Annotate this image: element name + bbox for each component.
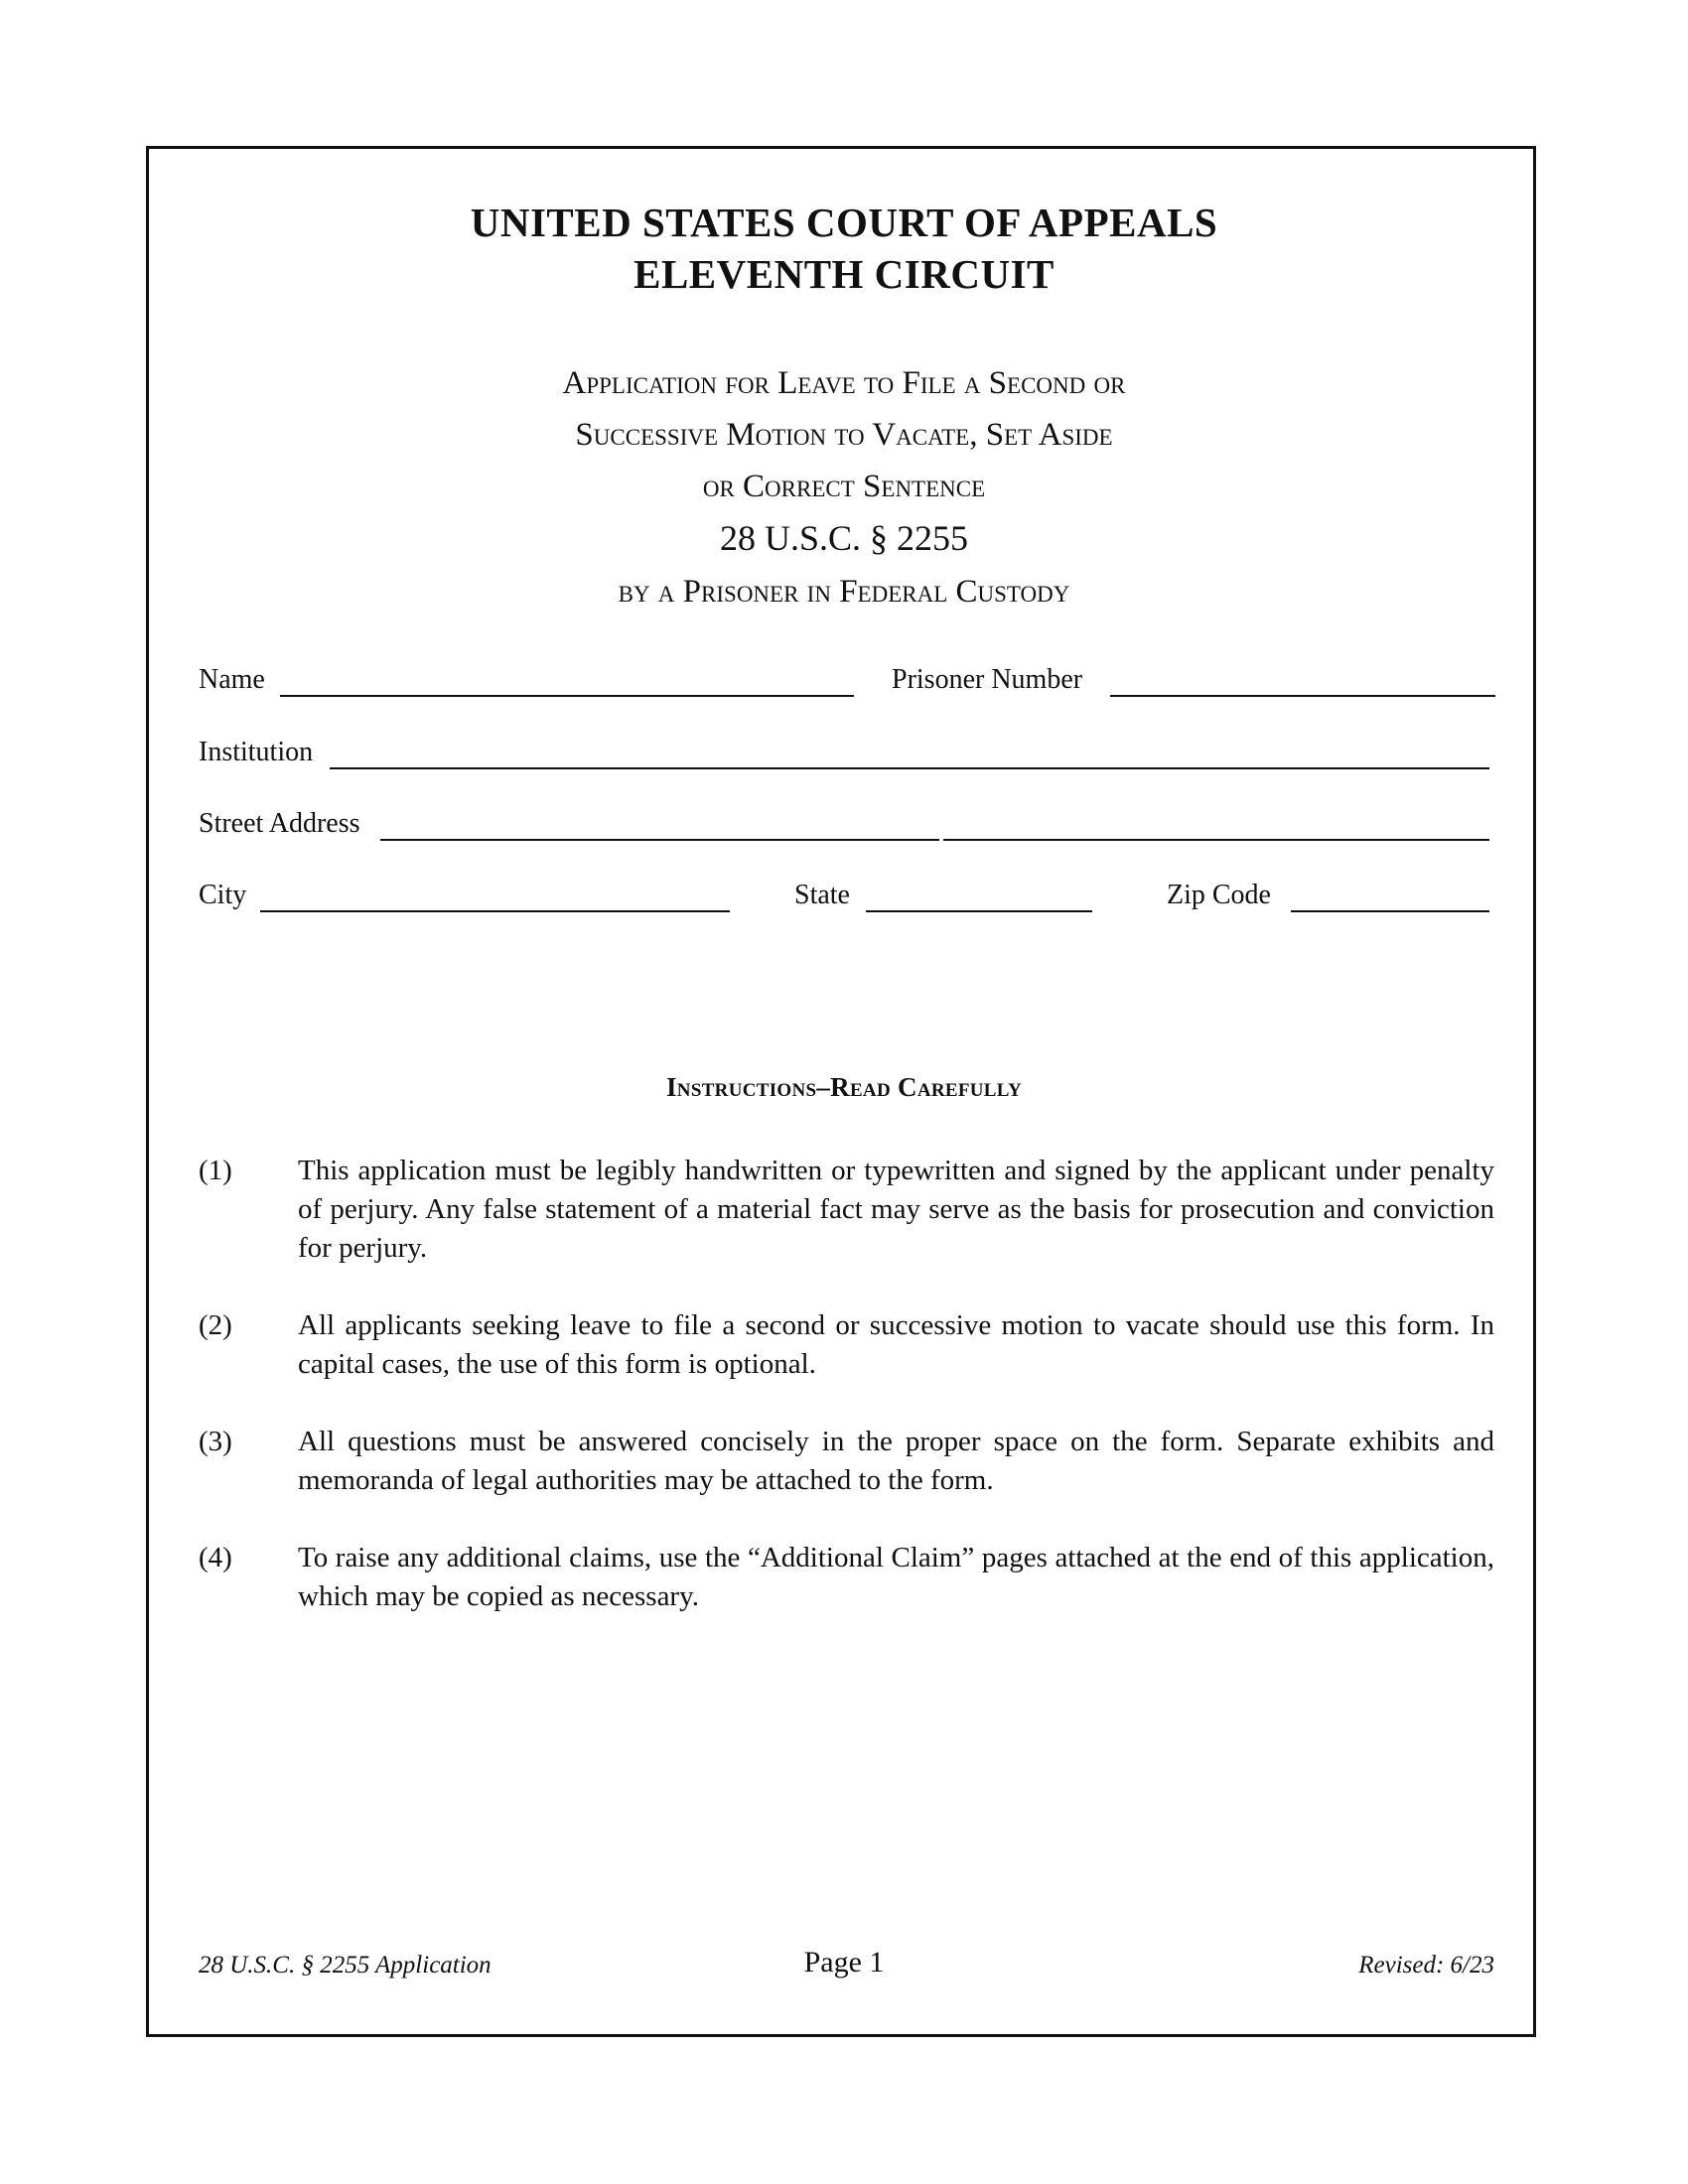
- state-label: State: [794, 880, 850, 910]
- form-title-line-1: Application for Leave to File a Second or: [562, 365, 1126, 401]
- street-address-label: Street Address: [199, 808, 360, 839]
- instruction-text: This application must be legibly handwritten or typewritten and signed by the applicant under penalty of perjury. Any false statement of a material fact may serve as the basis for prosecution and conviction for perjury.: [298, 1155, 1494, 1264]
- instruction-number: (3): [199, 1426, 232, 1457]
- city-field[interactable]: [260, 910, 730, 912]
- prisoner-number-label: Prisoner Number: [892, 664, 1083, 695]
- name-field[interactable]: [280, 695, 854, 697]
- instructions-heading: Instructions–Read Carefully: [666, 1072, 1022, 1102]
- form-title-line-3: or Correct Sentence: [702, 469, 986, 504]
- instruction-text: To raise any additional claims, use the “Additional Claim” pages attached at the end of this application, which may be copied as necessary.: [298, 1542, 1494, 1612]
- form-title-line-2: Successive Motion to Vacate, Set Aside: [575, 417, 1113, 453]
- prisoner-number-field[interactable]: [1110, 695, 1495, 697]
- state-field[interactable]: [866, 910, 1092, 912]
- page-number: Page 1: [803, 1946, 885, 1979]
- footer-form-name: 28 U.S.C. § 2255 Application: [199, 1952, 492, 1979]
- circuit-name: ELEVENTH CIRCUIT: [633, 251, 1055, 297]
- street-address-field-continued[interactable]: [943, 839, 1489, 841]
- instruction-number: (1): [199, 1155, 232, 1186]
- institution-field[interactable]: [330, 767, 1489, 769]
- zip-code-field[interactable]: [1291, 910, 1489, 912]
- court-name: UNITED STATES COURT OF APPEALS: [470, 200, 1218, 245]
- city-label: City: [199, 880, 247, 910]
- instruction-number: (2): [199, 1309, 232, 1341]
- statute-citation: 28 U.S.C. § 2255: [719, 518, 969, 558]
- street-address-field[interactable]: [380, 839, 939, 841]
- instruction-number: (4): [199, 1542, 232, 1573]
- institution-label: Institution: [199, 737, 314, 767]
- revision-date: Revised: 6/23: [1358, 1952, 1494, 1979]
- form-title-line-5: by a Prisoner in Federal Custody: [618, 574, 1070, 610]
- name-label: Name: [199, 664, 265, 695]
- instruction-text: All applicants seeking leave to file a second or successive motion to vacate should use this form. In capital cases, the use of this form is optional.: [298, 1309, 1494, 1380]
- instruction-text: All questions must be answered concisely in the proper space on the form. Separate exhibits and memoranda of legal authorities may be attached to the form.: [298, 1426, 1494, 1496]
- zip-code-label: Zip Code: [1167, 880, 1271, 910]
